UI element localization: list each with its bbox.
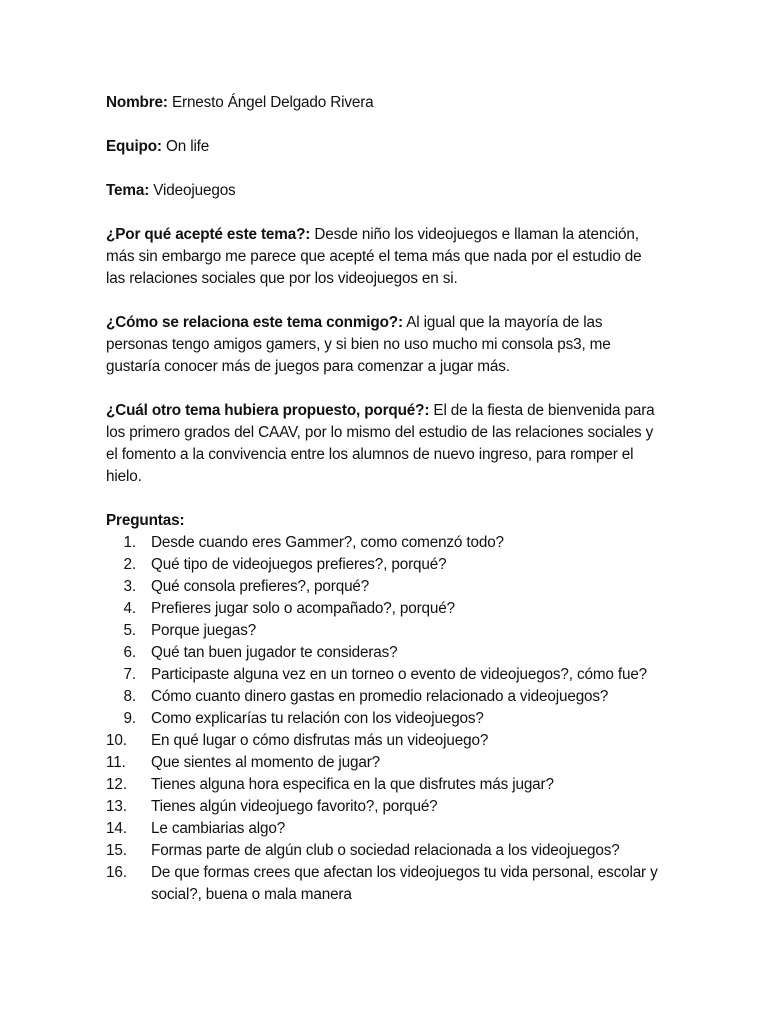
section-label: ¿Cómo se relaciona este tema conmigo?: — [106, 314, 403, 331]
question-number: 6. — [123, 644, 136, 661]
question-text: Le cambiarias algo? — [151, 820, 286, 837]
question-text: Cómo cuanto dinero gastas en promedio relacionado a videojuegos? — [151, 688, 609, 705]
question-number: 14. — [106, 820, 127, 837]
list-item — [106, 598, 662, 620]
list-item — [106, 730, 662, 752]
team-label: Equipo: — [106, 138, 162, 155]
question-text: Tienes alguna hora especifica en la que disfrutes más jugar? — [151, 776, 554, 793]
question-text: Porque juegas? — [151, 622, 257, 639]
question-text: En qué lugar o cómo disfrutas más un videojuego? — [151, 732, 489, 749]
question-text: Prefieres jugar solo o acompañado?, porqué? — [151, 600, 455, 617]
question-number: 1. — [123, 534, 136, 551]
question-text: Desde cuando eres Gammer?, como comenzó todo? — [151, 534, 504, 551]
question-text: Qué tipo de videojuegos prefieres?, porqué? — [151, 556, 447, 573]
section-text: Al igual que la mayoría de las personas tengo amigos gamers, y si bien no uso mucho mi consola ps3, me gustaría conocer más de juegos para comenzar a jugar más. — [106, 314, 611, 375]
list-item — [106, 532, 662, 554]
question-number: 15. — [106, 842, 127, 859]
question-number: 4. — [123, 600, 136, 617]
team-field — [106, 136, 662, 158]
questions-list — [106, 532, 662, 906]
section-label: ¿Por qué acepté este tema?: — [106, 226, 311, 243]
list-item — [106, 796, 662, 818]
question-number: 3. — [123, 578, 136, 595]
question-text: Tienes algún videojuego favorito?, porqué? — [151, 798, 438, 815]
section-how-related — [106, 312, 662, 378]
document-page — [106, 92, 662, 906]
list-item — [106, 818, 662, 840]
question-text: De que formas crees que afectan los videojuegos tu vida personal, escolar y social?, buena o mala manera — [151, 864, 658, 903]
question-number: 5. — [123, 622, 136, 639]
question-number: 2. — [123, 556, 136, 573]
list-item — [106, 708, 662, 730]
question-text: Como explicarías tu relación con los videojuegos? — [151, 710, 484, 727]
list-item — [106, 686, 662, 708]
list-item — [106, 642, 662, 664]
list-item — [106, 664, 662, 686]
section-other-topic — [106, 400, 662, 488]
question-number: 10. — [106, 732, 127, 749]
question-number: 13. — [106, 798, 127, 815]
question-number: 11. — [106, 754, 126, 771]
question-number: 9. — [123, 710, 136, 727]
question-text: Que sientes al momento de jugar? — [151, 754, 381, 771]
list-item — [106, 862, 662, 906]
name-field — [106, 92, 662, 114]
list-item — [106, 554, 662, 576]
questions-section — [106, 510, 662, 906]
section-text: El de la fiesta de bienvenida para los primero grados del CAAV, por lo mismo del estudio de las relaciones sociales y el fomento a la convivencia entre los alumnos de nuevo ingreso, para romper el hielo. — [106, 402, 655, 485]
question-number: 16. — [106, 864, 127, 881]
question-text: Qué tan buen jugador te consideras? — [151, 644, 398, 661]
list-item — [106, 576, 662, 598]
name-label: Nombre: — [106, 94, 168, 111]
topic-field — [106, 180, 662, 202]
section-text: Desde niño los videojuegos e llaman la atención, más sin embargo me parece que acepté el tema más que nada por el estudio de las relaciones sociales que por los videojuegos en si. — [106, 226, 642, 287]
question-text: Formas parte de algún club o sociedad relacionada a los videojuegos? — [151, 842, 620, 859]
list-item — [106, 840, 662, 862]
list-item — [106, 774, 662, 796]
list-item — [106, 620, 662, 642]
name-value: Ernesto Ángel Delgado Rivera — [171, 94, 374, 111]
section-label: ¿Cuál otro tema hubiera propuesto, porqué?: — [106, 402, 430, 419]
list-item — [106, 752, 662, 774]
question-number: 7. — [123, 666, 136, 683]
questions-title: Preguntas: — [106, 512, 185, 529]
question-text: Qué consola prefieres?, porqué? — [151, 578, 370, 595]
section-why-accepted — [106, 224, 662, 290]
question-number: 8. — [123, 688, 136, 705]
topic-label: Tema: — [106, 182, 150, 199]
question-text: Participaste alguna vez en un torneo o evento de videojuegos?, cómo fue? — [151, 666, 648, 683]
topic-value: Videojuegos — [153, 182, 236, 199]
team-value: On life — [165, 138, 210, 155]
question-number: 12. — [106, 776, 127, 793]
